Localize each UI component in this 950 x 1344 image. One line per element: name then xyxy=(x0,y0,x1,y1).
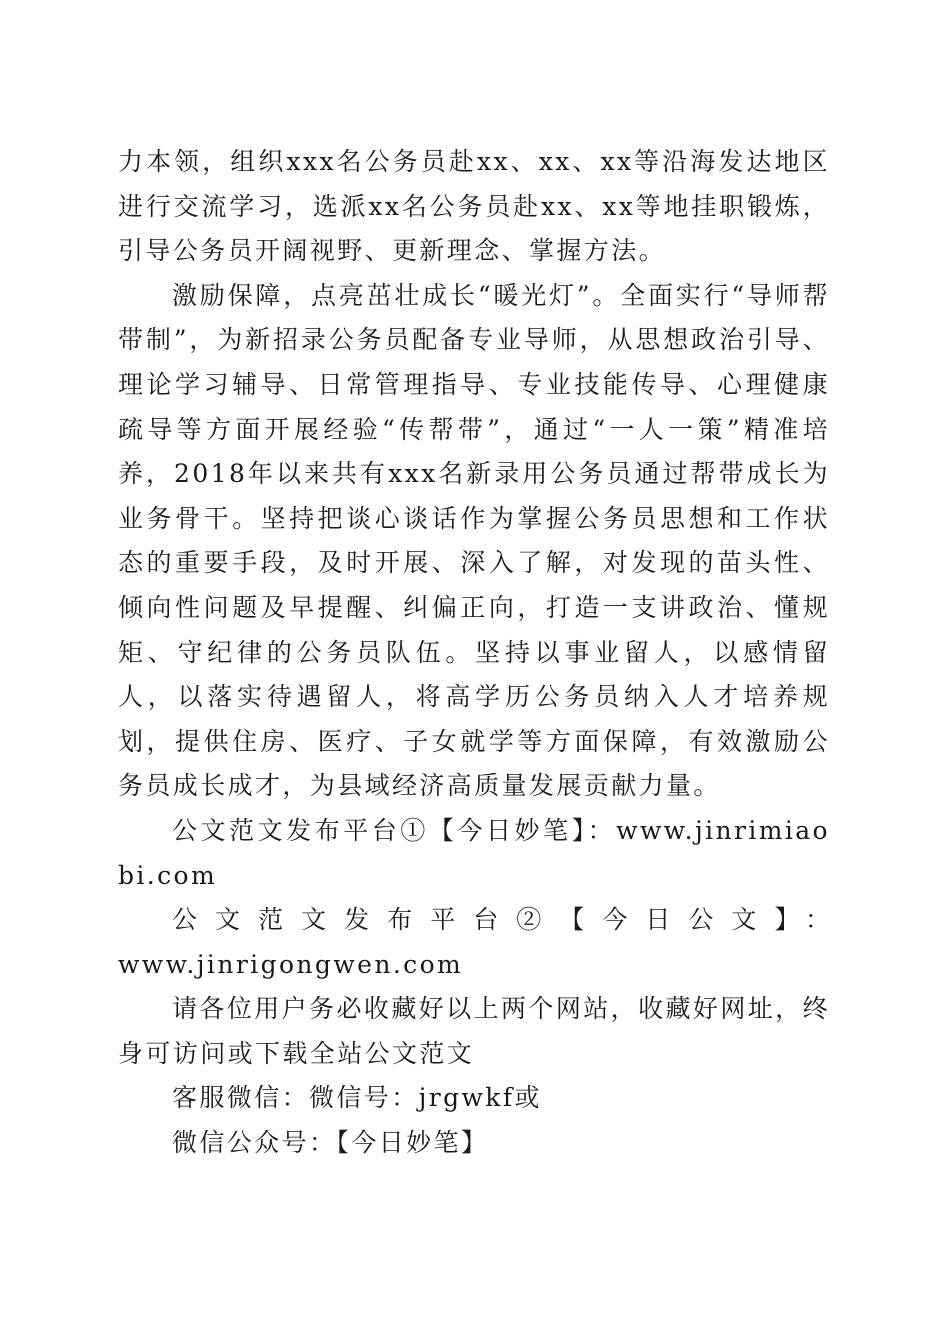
service-wechat: 客服微信：微信号：jrgwkf或 xyxy=(172,1083,542,1113)
body-paragraph-continuation: 力本领，组织xxx名公务员赴xx、xx、xx等沿海发达地区进行交流学习，选派xx名公务员赴xx、xx等地挂职锻炼，引导公务员开阔视野、更新理念、掌握方法。 xyxy=(118,147,830,266)
platform-2-label: 公文范文发布平台②【今日公文】： xyxy=(172,905,830,935)
platform-1-line: 公文范文发布平台①【今日妙笔】：www.jinrimiaobi.com xyxy=(118,815,830,890)
platform-2-url: www.jinrigongwen.com xyxy=(118,949,464,979)
body-paragraph-incentive: 激励保障，点亮茁壮成长“暖光灯”。全面实行“导师帮带制”，为新招录公务员配备专业导师，从思想政治引导、理论学习辅导、日常管理指导、专业技能传导、心理健康疏导等方面开展经验“传帮带”，通过“一人一策”精准培养，2018年以来共有xxx名新录用公务员通过帮带成长为业务骨干。坚持把谈心谈话作为掌握公务员思想和工作状态的重要手段，及时开展、深入了解，对发现的苗头性、倾向性问题及早提醒、纠偏正向，打造一支讲政治、懂规矩、守纪律的公务员队伍。坚持以事业留人，以感情留人，以落实待遇留人，将高学历公务员纳入人才培养规划，提供住房、医疗、子女就学等方面保障，有效激励公务员成长成才，为县域经济高质量发展贡献力量。 xyxy=(118,280,830,801)
bookmark-notice: 请各位用户务必收藏好以上两个网站，收藏好网址，终身可访问或下载全站公文范文 xyxy=(118,994,830,1068)
document-page xyxy=(118,140,830,1166)
official-account: 微信公众号：【今日妙笔】 xyxy=(172,1128,489,1158)
